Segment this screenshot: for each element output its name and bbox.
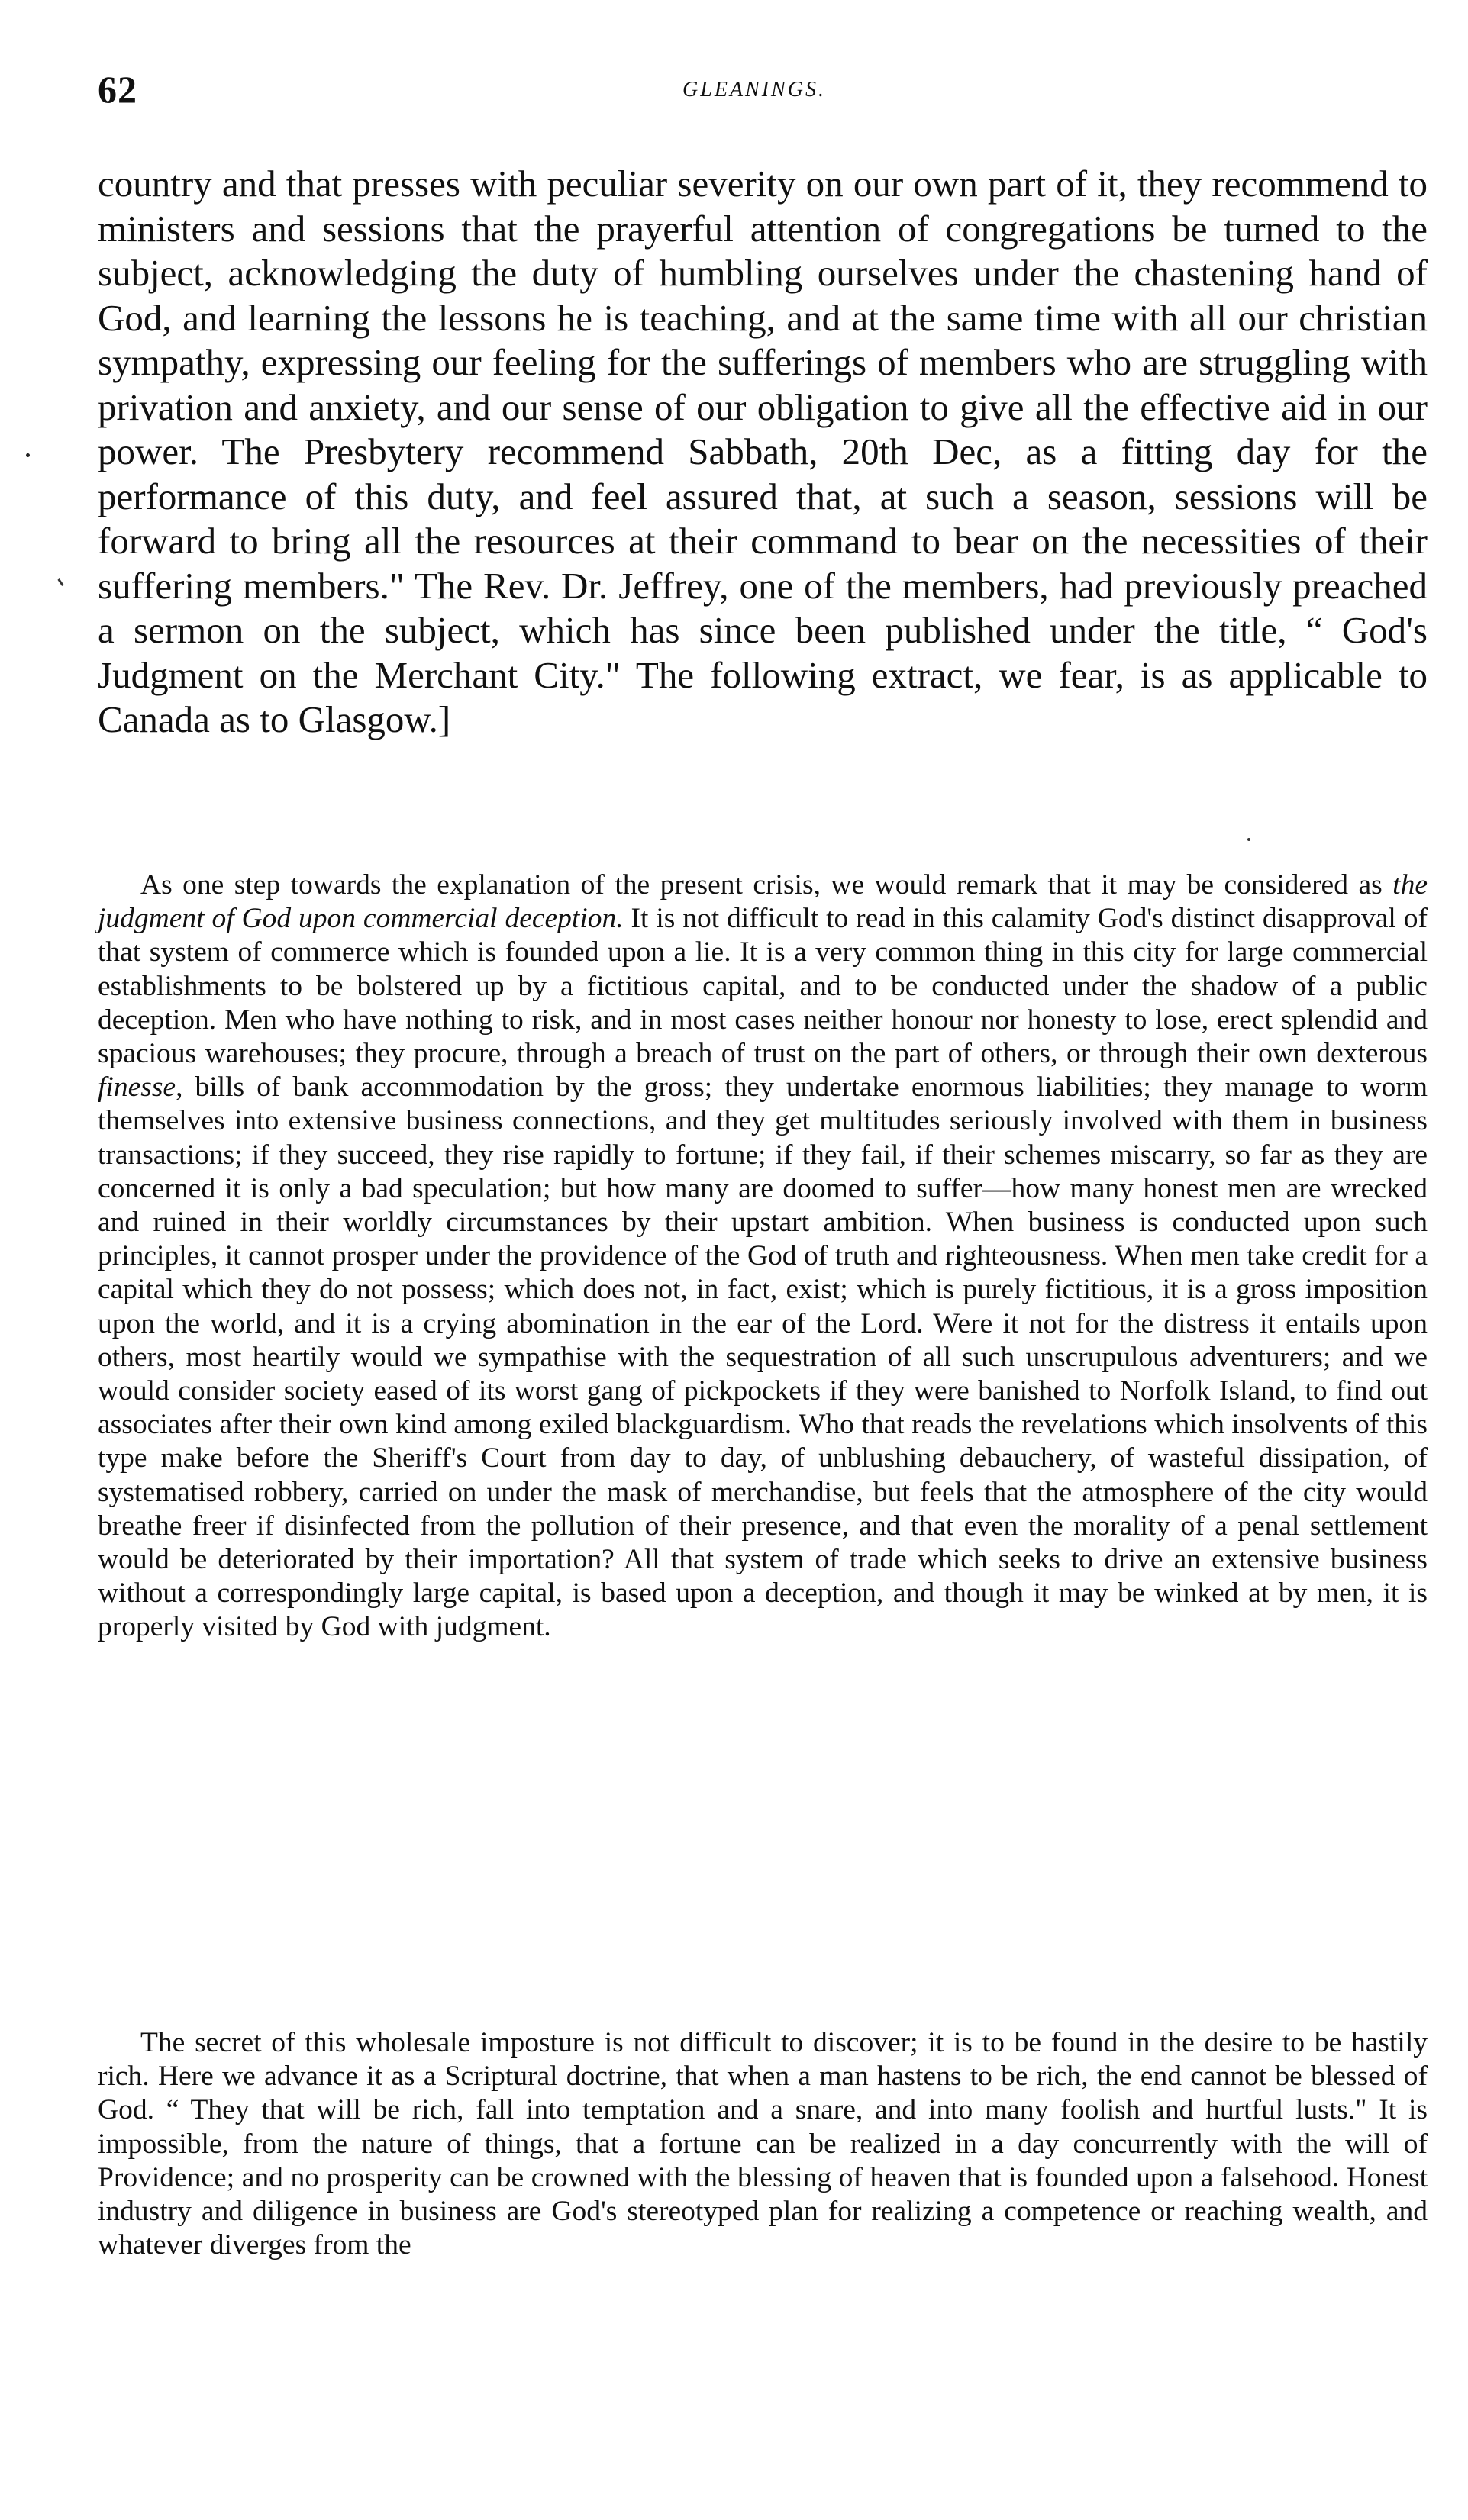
emphasis-judgment: the judgment of God upon commercial deception. — [98, 869, 1428, 935]
intro-paragraph — [98, 162, 1428, 743]
extract-text-end: , bills of bank accommodation by the gross; they undertake enormous liabilities; they manage to worm themselves into extensive business connections, and they get multitudes seriously involved with them in business transactions; if they succeed, they rise rapidly to fortune; if they fail, if their schemes miscarry, so far as they are concerned it is only a bad speculation; but how many are doomed to suffer—how many honest men are wrecked and ruined in their worldly circumstances by their upstart ambition. When business is conducted upon such principles, it cannot prosper under the providence of the God of truth and righteousness. When men take credit for a capital which they do not possess; which does not, in fact, exist; which is purely fictitious, it is a gross imposition upon the world, and it is a crying abomination in the ear of the Lord. Were it not for the distress it entails upon others, most heartily would we sympathise with the sequestration of all such unscrupulous adventurers; and we would consider society eased of its worst gang of pickpockets if they were banished to Norfolk Island, to find out associates after their own kind among exiled blackguardism. Who that reads the revelations which insolvents of this type make before the Sheriff's Court from day to day, of unblushing debauchery, of wasteful dissipation, of systematised robbery, carried on under the mask of merchandise, but feels that the atmosphere of the city would breathe freer if disinfected from the pollution of their presence, and that even the morality of a penal settlement would be deteriorated by their importation? All that system of trade which seeks to drive an extensive business without a correspondingly large capital, is based upon a deception, and though it may be winked at by men, it is properly visited by God with judgment. — [98, 1071, 1428, 1643]
running-title: GLEANINGS. — [682, 78, 826, 102]
extract-text-start: As one step towards the explanation of the present crisis, we would remark that it may be considered as — [140, 869, 1393, 901]
margin-mark — [26, 453, 30, 457]
extract-text-middle: It is not difficult to read in this calamity God's distinct disapproval of that system of commerce which is founded upon a lie. It is a very common thing in this city for large commercial establishments to be bolstered up by a fictitious capital, and to be conducted under the shadow of a public deception. Men who have nothing to risk, and in most cases neither honour nor honesty to lose, erect splendid and spacious warehouses; they procure, through a breach of trust on the part of others, or through their own dexterous — [98, 903, 1428, 1070]
extract-paragraph-2-text: The secret of this wholesale imposture is not difficult to discover; it is to be found in the desire to be hastily rich. Here we advance it as a Scriptural doctrine, that when a man hastens to be rich, the end cannot be blessed of God. “ They that will be rich, fall into temptation and a snare, and into many foolish and hurtful lusts." It is impossible, from the nature of things, that a fortune can be realized in a day concurrently with the will of Providence; and no prosperity can be crowned with the blessing of heaven that is founded upon a falsehood. Honest industry and diligence in business are God's stereotyped plan for realizing a competence or reaching wealth, and whatever diverges from the — [98, 2027, 1428, 2261]
extract-paragraph-1 — [98, 868, 1428, 1645]
margin-mark — [57, 578, 63, 586]
print-speck — [1247, 838, 1250, 841]
intro-paragraph-text: country and that presses with peculiar severity on our own part of it, they recommend to ministers and sessions that the prayerful attention of congregations be turned to the subject, acknowledging the duty of humbling ourselves under the chastening hand of God, and learning the lessons he is teaching, and at the same time with all our christian sympathy, expressing our feeling for the sufferings of members who are struggling with privation and anxiety, and our sense of our obligation to give all the effective aid in our power. The Presbytery recommend Sabbath, 20th Dec, as a fitting day for the performance of this duty, and feel assured that, at such a season, sessions will be forward to bring all the resources at their command to bear on the necessities of their suffering members." The Rev. Dr. Jeffrey, one of the members, had previously preached a sermon on the subject, which has since been published under the title, “ God's Judgment on the Merchant City." The following extract, we fear, is as applicable to Canada as to Glasgow.] — [98, 163, 1428, 740]
extract-paragraph-2 — [98, 2026, 1428, 2262]
emphasis-finesse: finesse — [98, 1071, 176, 1104]
page-number: 62 — [98, 68, 137, 111]
page-header — [98, 67, 1411, 121]
